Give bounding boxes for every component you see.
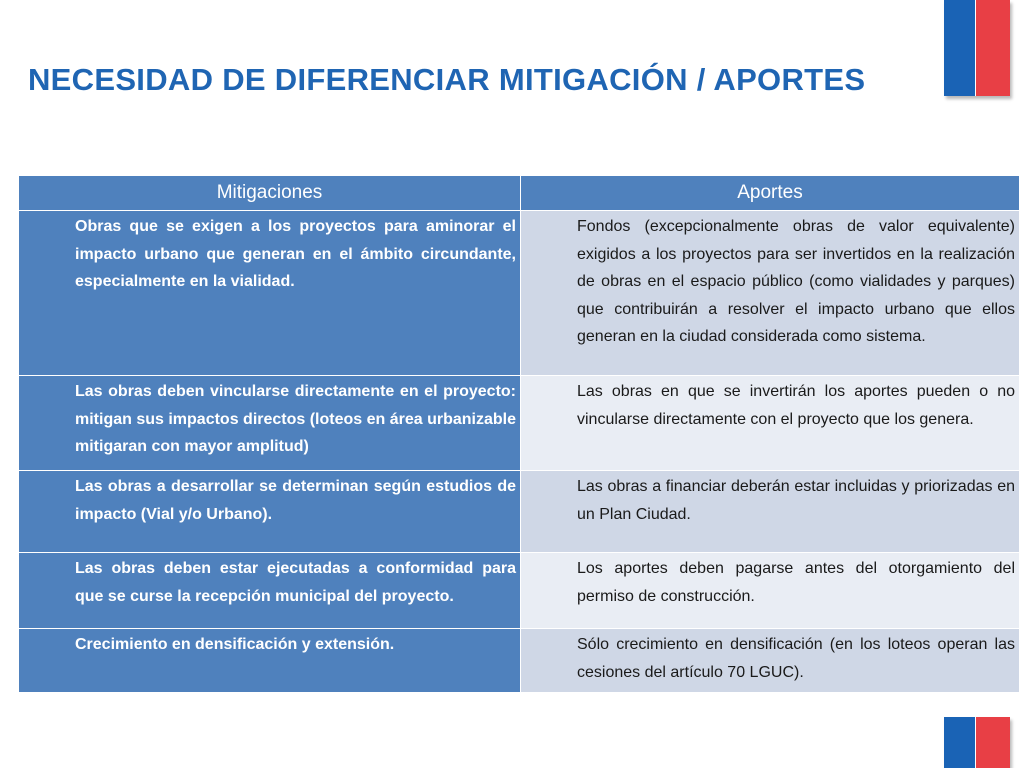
table-row	[19, 471, 1020, 553]
slide-title: NECESIDAD DE DIFERENCIAR MITIGACIÓN / APORTES	[28, 62, 866, 97]
mitigacion-cell: Las obras deben estar ejecutadas a conformidad para que se curse la recepción municipal del proyecto.	[19, 553, 521, 629]
mitigacion-cell: Obras que se exigen a los proyectos para aminorar el impacto urbano que generan en el ámbito circundante, especialmente en la vialidad.	[19, 211, 521, 376]
chile-flag-logo-top	[944, 0, 1010, 96]
aporte-cell: Las obras en que se invertirán los aportes pueden o no vincularse directamente con el proyecto que los genera.	[521, 376, 1020, 471]
mitigacion-cell: Las obras a desarrollar se determinan según estudios de impacto (Vial y/o Urbano).	[19, 471, 521, 553]
header-mitigaciones: Mitigaciones	[19, 176, 521, 211]
mitigacion-cell: Crecimiento en densificación y extensión.	[19, 629, 521, 693]
table-row	[19, 376, 1020, 471]
chile-flag-logo-bottom	[944, 717, 1010, 768]
table-header-row	[19, 176, 1020, 211]
header-aportes: Aportes	[521, 176, 1020, 211]
table-row	[19, 211, 1020, 376]
table-row	[19, 553, 1020, 629]
aporte-cell: Fondos (excepcionalmente obras de valor equivalente) exigidos a los proyectos para ser invertidos en la realización de obras en el espacio público (como vialidades y parques) que contribuirán a resolver el impacto urbano que ellos generan en la ciudad considerada como sistema.	[521, 211, 1020, 376]
aporte-cell: Los aportes deben pagarse antes del otorgamiento del permiso de construcción.	[521, 553, 1020, 629]
aporte-cell: Las obras a financiar deberán estar incluidas y priorizadas en un Plan Ciudad.	[521, 471, 1020, 553]
aporte-cell: Sólo crecimiento en densificación (en los loteos operan las cesiones del artículo 70 LGUC).	[521, 629, 1020, 693]
comparison-table	[18, 175, 1020, 693]
mitigacion-cell: Las obras deben vincularse directamente en el proyecto: mitigan sus impactos directos (loteos en área urbanizable mitigaran con mayor amplitud)	[19, 376, 521, 471]
table-row	[19, 629, 1020, 693]
